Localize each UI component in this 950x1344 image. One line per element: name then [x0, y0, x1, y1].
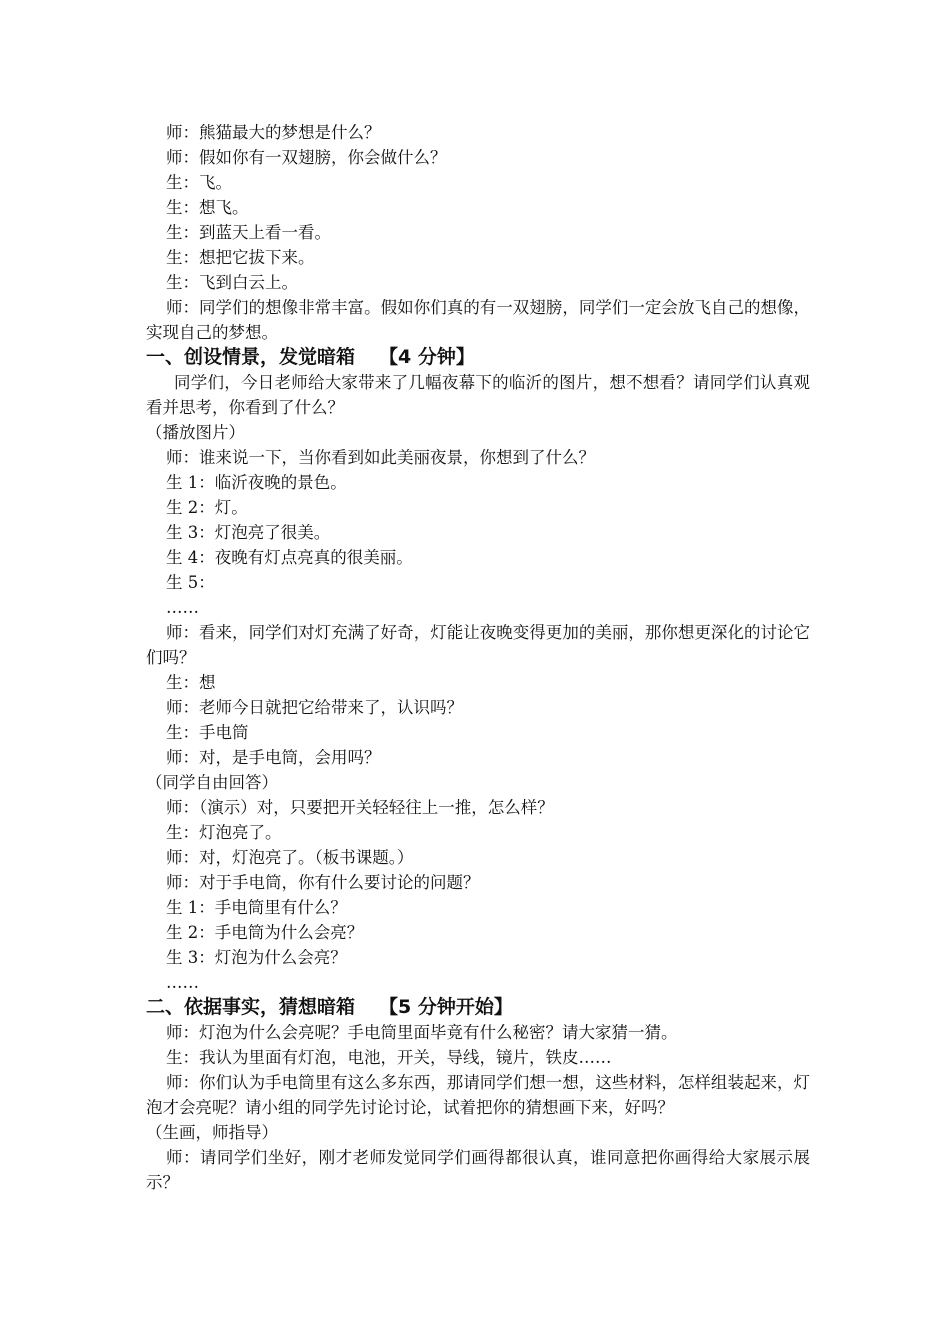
- stage-note: （生画，师指导）: [146, 1123, 278, 1142]
- dialogue-line: 师：熊猫最大的梦想是什么？: [166, 123, 381, 142]
- dialogue-line: 生：手电筒: [166, 723, 249, 742]
- dialogue-line: 师：假如你有一双翅膀，你会做什么？: [166, 148, 447, 167]
- dialogue-line: 师：对，灯泡亮了。（板书课题。）: [166, 848, 414, 867]
- dialogue-line: 师：（演示）对，只要把开关轻轻往上一推，怎么样？: [166, 798, 554, 817]
- stage-note: （播放图片）: [146, 423, 245, 442]
- dialogue-line: 师：灯泡为什么会亮呢？手电筒里面毕竟有什么秘密？请大家猜一猜。: [166, 1023, 678, 1042]
- dialogue-line: 师：谁来说一下，当你看到如此美丽夜景，你想到了什么？: [166, 448, 595, 467]
- dialogue-paragraph: 师：请同学们坐好，刚才老师发觉同学们画得都很认真，谁同意把你画得给大家展示展示？: [146, 1148, 810, 1192]
- ellipsis-line: ……: [166, 973, 199, 992]
- dialogue-line: 师：老师今日就把它给带来了，认识吗？: [166, 698, 463, 717]
- dialogue-line: 生 1：手电筒里有什么？: [166, 898, 347, 917]
- intro-paragraph: 同学们，今日老师给大家带来了几幅夜幕下的临沂的图片，想不想看？请同学们认真观看并思考，你看到了什么？: [146, 373, 810, 417]
- dialogue-line: 生：我认为里面有灯泡，电池，开关，导线，镜片，铁皮……: [166, 1048, 612, 1067]
- lesson-transcript: [146, 120, 810, 1195]
- dialogue-line: 生 1：临沂夜晚的景色。: [166, 473, 347, 492]
- dialogue-line: 生 3：灯泡为什么会亮？: [166, 948, 347, 967]
- dialogue-line: 生：想飞。: [166, 198, 249, 217]
- dialogue-line: 生 3：灯泡亮了很美。: [166, 523, 331, 542]
- dialogue-line: 生：想: [166, 673, 216, 692]
- stage-note: （同学自由回答）: [146, 773, 278, 792]
- section-heading-1: [146, 345, 810, 370]
- dialogue-line: 生 2：灯。: [166, 498, 248, 517]
- dialogue-line: 生：到蓝天上看一看。: [166, 223, 331, 242]
- dialogue-line: 师：对于手电筒，你有什么要讨论的问题？: [166, 873, 480, 892]
- section-title: 一、创设情景，发觉暗箱: [146, 346, 356, 368]
- dialogue-line: 生：想把它拔下来。: [166, 248, 315, 267]
- section-time-tag: 【4 分钟】: [379, 346, 475, 368]
- dialogue-line: 生：飞。: [166, 173, 232, 192]
- dialogue-paragraph: 师：看来，同学们对灯充满了好奇，灯能让夜晚变得更加的美丽，那你想更深化的讨论它们吗？: [146, 623, 810, 667]
- dialogue-line: 生 4：夜晚有灯点亮真的很美丽。: [166, 548, 413, 567]
- dialogue-line: 生：飞到白云上。: [166, 273, 298, 292]
- dialogue-line: 生 5：: [166, 573, 215, 592]
- ellipsis-line: ……: [166, 598, 199, 617]
- section-heading-2: [146, 995, 810, 1020]
- dialogue-line: 生 2：手电筒为什么会亮？: [166, 923, 364, 942]
- dialogue-paragraph: 师：同学们的想像非常丰富。假如你们真的有一双翅膀，同学们一定会放飞自己的想像，实现自己的梦想。: [146, 298, 810, 342]
- section-time-tag: 【5 分钟开始】: [379, 996, 513, 1018]
- dialogue-paragraph: 师：你们认为手电筒里有这么多东西，那请同学们想一想，这些材料，怎样组装起来，灯泡才会亮呢？请小组的同学先讨论讨论，试着把你的猜想画下来，好吗？: [146, 1073, 810, 1117]
- dialogue-line: 师：对，是手电筒，会用吗？: [166, 748, 381, 767]
- dialogue-line: 生：灯泡亮了。: [166, 823, 282, 842]
- section-title: 二、依据事实，猜想暗箱: [146, 996, 356, 1018]
